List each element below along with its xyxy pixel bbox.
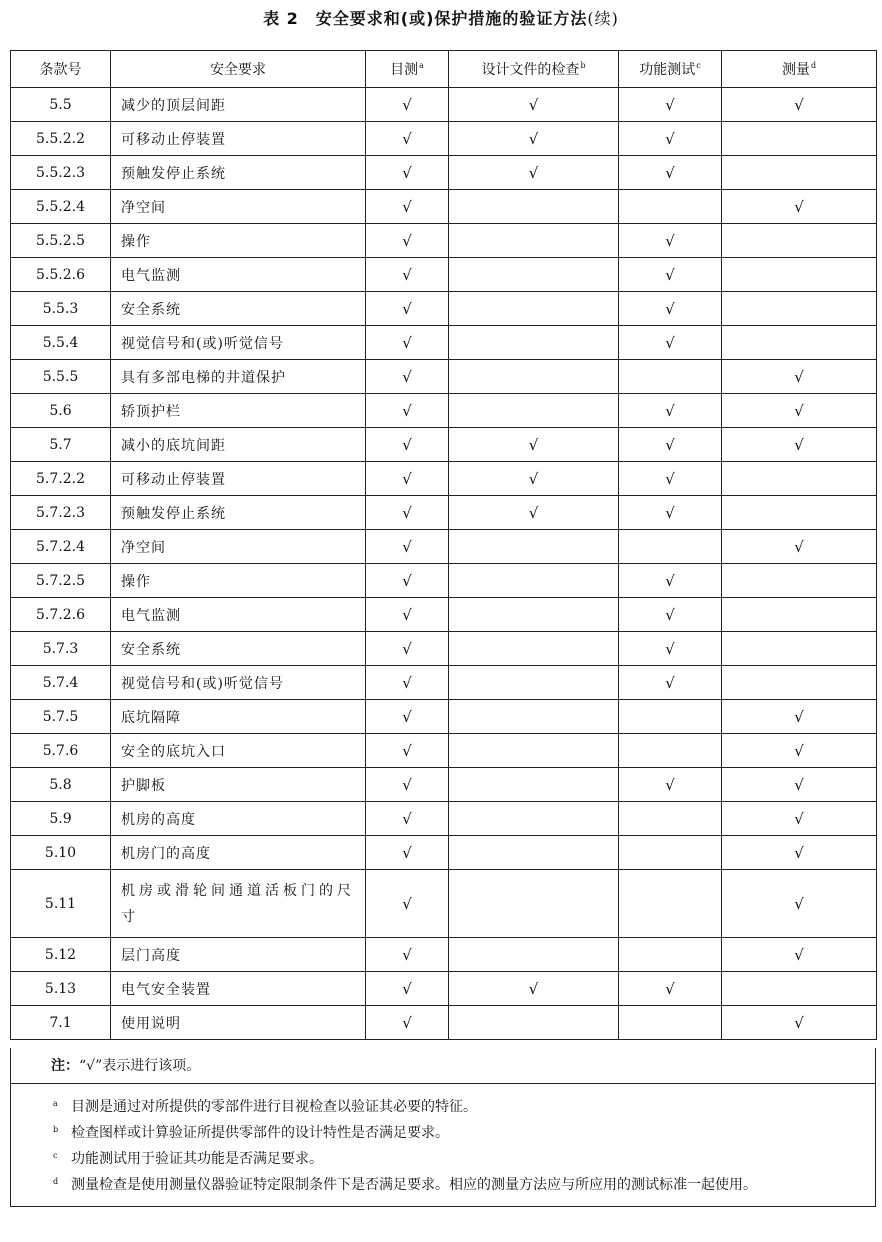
check-mark: √ (402, 231, 412, 250)
visual-cell (366, 360, 449, 394)
clause-cell: 5.5.2.2 (11, 122, 111, 156)
header-row (11, 51, 877, 88)
measure-cell (722, 836, 877, 870)
footnote-mark: a (53, 1099, 58, 1108)
function-cell (619, 190, 722, 224)
check-mark: √ (402, 435, 412, 454)
check-mark: √ (402, 775, 412, 794)
footnote-mark: d (53, 1177, 59, 1186)
check-mark: √ (402, 843, 412, 862)
measure-cell (722, 530, 877, 564)
visual-cell (366, 258, 449, 292)
visual-cell (366, 870, 449, 938)
check-mark: √ (665, 503, 675, 522)
clause-cell: 5.5.2.4 (11, 190, 111, 224)
check-mark: √ (402, 469, 412, 488)
header-design-label: 设计文件的检查 (481, 62, 580, 78)
table-title-label: 表 2 安全要求和(或)保护措施的验证方法 (263, 9, 588, 28)
requirement-cell: 机房门的高度 (111, 836, 366, 870)
clause-cell: 5.7 (11, 428, 111, 462)
footnote-b (51, 1120, 863, 1146)
visual-cell (366, 462, 449, 496)
design-cell (449, 1006, 619, 1040)
visual-cell (366, 700, 449, 734)
requirement-cell: 底坑隔障 (111, 700, 366, 734)
function-cell (619, 734, 722, 768)
visual-cell (366, 394, 449, 428)
requirement-cell: 安全的底坑入口 (111, 734, 366, 768)
note-label: 注： (51, 1058, 79, 1074)
visual-cell (366, 156, 449, 190)
visual-cell (366, 836, 449, 870)
measure-cell (722, 802, 877, 836)
table-row (11, 326, 877, 360)
visual-cell (366, 428, 449, 462)
clause-cell: 5.5.3 (11, 292, 111, 326)
table-row (11, 836, 877, 870)
check-mark: √ (402, 979, 412, 998)
check-mark: √ (402, 265, 412, 284)
requirement-cell: 使用说明 (111, 1006, 366, 1040)
design-cell (449, 598, 619, 632)
requirement-cell: 安全系统 (111, 292, 366, 326)
check-mark: √ (402, 367, 412, 386)
table-row (11, 428, 877, 462)
notes-block (10, 1048, 876, 1207)
check-mark: √ (402, 333, 412, 352)
measure-cell (722, 462, 877, 496)
check-mark: √ (402, 163, 412, 182)
check-mark: √ (402, 197, 412, 216)
table-row (11, 258, 877, 292)
measure-cell (722, 360, 877, 394)
header-requirement: 安全要求 (111, 51, 366, 88)
table-row (11, 190, 877, 224)
requirement-cell: 操作 (111, 564, 366, 598)
table-row (11, 122, 877, 156)
measure-cell (722, 870, 877, 938)
clause-cell: 5.7.2.6 (11, 598, 111, 632)
visual-cell (366, 972, 449, 1006)
design-cell (449, 938, 619, 972)
clause-cell: 5.13 (11, 972, 111, 1006)
requirement-cell: 净空间 (111, 530, 366, 564)
check-mark: √ (402, 945, 412, 964)
requirement-cell: 视觉信号和(或)听觉信号 (111, 326, 366, 360)
clause-cell: 5.7.2.2 (11, 462, 111, 496)
footnote-text: 目测是通过对所提供的零部件进行目视检查以验证其必要的特征。 (71, 1099, 477, 1115)
clause-cell: 5.7.2.4 (11, 530, 111, 564)
check-mark: √ (402, 503, 412, 522)
design-cell (449, 700, 619, 734)
visual-cell (366, 88, 449, 122)
footnote-a (51, 1094, 863, 1120)
clause-cell: 5.11 (11, 870, 111, 938)
check-mark: √ (402, 809, 412, 828)
clause-cell: 5.7.2.5 (11, 564, 111, 598)
requirement-cell: 视觉信号和(或)听觉信号 (111, 666, 366, 700)
visual-cell (366, 768, 449, 802)
clause-cell: 5.6 (11, 394, 111, 428)
measure-cell (722, 768, 877, 802)
design-cell (449, 292, 619, 326)
check-mark: √ (402, 129, 412, 148)
measure-cell (722, 394, 877, 428)
function-cell (619, 836, 722, 870)
function-cell (619, 870, 722, 938)
check-mark: √ (528, 469, 539, 488)
function-cell (619, 88, 722, 122)
table-row (11, 700, 877, 734)
check-mark: √ (402, 571, 412, 590)
footnotes (11, 1084, 875, 1206)
footnote-text: 检查图样或计算验证所提供零部件的设计特性是否满足要求。 (71, 1125, 449, 1141)
footnote-d (51, 1172, 863, 1198)
check-mark: √ (665, 129, 675, 148)
measure-cell (722, 224, 877, 258)
function-cell (619, 156, 722, 190)
table-row (11, 938, 877, 972)
table-row (11, 768, 877, 802)
header-visual (366, 51, 449, 88)
measure-cell (722, 632, 877, 666)
design-cell (449, 224, 619, 258)
check-mark: √ (402, 639, 412, 658)
design-cell (449, 972, 619, 1006)
table-row (11, 734, 877, 768)
visual-cell (366, 1006, 449, 1040)
check-mark: √ (665, 571, 675, 590)
measure-cell (722, 292, 877, 326)
table-row (11, 496, 877, 530)
function-cell (619, 496, 722, 530)
visual-cell (366, 734, 449, 768)
measure-cell (722, 598, 877, 632)
visual-cell (366, 938, 449, 972)
check-mark: √ (794, 435, 804, 454)
requirement-cell: 减小的底坑间距 (111, 428, 366, 462)
check-mark: √ (794, 95, 804, 114)
header-function-mark: c (696, 61, 701, 71)
visual-cell (366, 496, 449, 530)
check-mark: √ (528, 435, 539, 454)
table-row (11, 530, 877, 564)
requirement-cell: 机房或滑轮间通道活板门的尺寸 (111, 870, 366, 938)
measure-cell (722, 190, 877, 224)
clause-cell: 5.10 (11, 836, 111, 870)
design-cell (449, 666, 619, 700)
requirement-cell: 电气监测 (111, 258, 366, 292)
function-cell (619, 122, 722, 156)
requirement-cell: 预触发停止系统 (111, 496, 366, 530)
visual-cell (366, 326, 449, 360)
check-mark: √ (794, 843, 804, 862)
check-mark: √ (528, 979, 539, 998)
table-row (11, 870, 877, 938)
table-row (11, 972, 877, 1006)
function-cell (619, 258, 722, 292)
visual-cell (366, 802, 449, 836)
clause-cell: 5.5 (11, 88, 111, 122)
requirement-cell: 具有多部电梯的井道保护 (111, 360, 366, 394)
design-cell (449, 122, 619, 156)
check-mark: √ (402, 95, 412, 114)
check-mark: √ (794, 809, 804, 828)
clause-cell: 5.5.2.5 (11, 224, 111, 258)
visual-cell (366, 292, 449, 326)
table-row (11, 1006, 877, 1040)
requirement-cell: 机房的高度 (111, 802, 366, 836)
table-row (11, 462, 877, 496)
clause-cell: 5.7.4 (11, 666, 111, 700)
design-cell (449, 768, 619, 802)
check-mark: √ (665, 265, 675, 284)
check-mark: √ (794, 401, 804, 420)
check-mark: √ (402, 673, 412, 692)
check-mark: √ (794, 707, 804, 726)
requirement-cell: 可移动止停装置 (111, 122, 366, 156)
clause-cell: 5.5.5 (11, 360, 111, 394)
design-cell (449, 496, 619, 530)
clause-cell: 5.5.2.6 (11, 258, 111, 292)
requirement-cell: 安全系统 (111, 632, 366, 666)
check-mark: √ (528, 163, 539, 182)
table-row (11, 632, 877, 666)
check-mark: √ (665, 639, 675, 658)
clause-cell: 5.5.2.3 (11, 156, 111, 190)
function-cell (619, 564, 722, 598)
measure-cell (722, 700, 877, 734)
measure-cell (722, 1006, 877, 1040)
measure-cell (722, 88, 877, 122)
check-mark: √ (794, 367, 804, 386)
function-cell (619, 768, 722, 802)
design-cell (449, 564, 619, 598)
measure-cell (722, 938, 877, 972)
measure-cell (722, 972, 877, 1006)
function-cell (619, 938, 722, 972)
footnote-mark: c (53, 1151, 58, 1160)
clause-cell: 5.5.4 (11, 326, 111, 360)
clause-cell: 5.7.5 (11, 700, 111, 734)
visual-cell (366, 224, 449, 258)
table-row (11, 802, 877, 836)
footnote-mark: b (53, 1125, 59, 1134)
clause-cell: 5.8 (11, 768, 111, 802)
check-mark: √ (402, 537, 412, 556)
check-mark: √ (665, 163, 675, 182)
note-text: “√”表示进行该项。 (79, 1058, 201, 1074)
header-function-label: 功能测试 (639, 62, 696, 78)
table-row (11, 224, 877, 258)
function-cell (619, 326, 722, 360)
check-mark: √ (402, 605, 412, 624)
design-cell (449, 870, 619, 938)
clause-cell: 7.1 (11, 1006, 111, 1040)
clause-cell: 5.7.2.3 (11, 496, 111, 530)
check-mark: √ (794, 894, 804, 913)
requirement-cell: 操作 (111, 224, 366, 258)
function-cell (619, 802, 722, 836)
clause-cell: 5.7.6 (11, 734, 111, 768)
design-cell (449, 530, 619, 564)
clause-cell: 5.9 (11, 802, 111, 836)
function-cell (619, 632, 722, 666)
design-cell (449, 88, 619, 122)
note (11, 1048, 875, 1084)
measure-cell (722, 496, 877, 530)
table-row (11, 598, 877, 632)
check-mark: √ (528, 503, 539, 522)
check-mark: √ (794, 197, 804, 216)
function-cell (619, 462, 722, 496)
check-mark: √ (665, 673, 675, 692)
check-mark: √ (665, 333, 675, 352)
function-cell (619, 394, 722, 428)
function-cell (619, 1006, 722, 1040)
check-mark: √ (665, 775, 675, 794)
footnote-text: 功能测试用于验证其功能是否满足要求。 (71, 1151, 323, 1167)
requirement-cell: 护脚板 (111, 768, 366, 802)
check-mark: √ (665, 605, 675, 624)
measure-cell (722, 122, 877, 156)
design-cell (449, 360, 619, 394)
table-row (11, 394, 877, 428)
function-cell (619, 428, 722, 462)
check-mark: √ (794, 945, 804, 964)
clause-cell: 5.7.3 (11, 632, 111, 666)
check-mark: √ (402, 741, 412, 760)
footnote-c (51, 1146, 863, 1172)
check-mark: √ (402, 894, 412, 913)
measure-cell (722, 564, 877, 598)
check-mark: √ (665, 979, 675, 998)
header-measure-mark: d (810, 61, 817, 71)
function-cell (619, 224, 722, 258)
function-cell (619, 360, 722, 394)
requirement-cell: 轿顶护栏 (111, 394, 366, 428)
check-mark: √ (665, 401, 675, 420)
table-title-continued: (续) (587, 9, 619, 28)
check-mark: √ (528, 95, 539, 114)
header-design (449, 51, 619, 88)
design-cell (449, 632, 619, 666)
function-cell (619, 530, 722, 564)
check-mark: √ (665, 95, 675, 114)
function-cell (619, 972, 722, 1006)
measure-cell (722, 326, 877, 360)
check-mark: √ (402, 299, 412, 318)
function-cell (619, 666, 722, 700)
function-cell (619, 598, 722, 632)
design-cell (449, 734, 619, 768)
verification-table (10, 50, 877, 1040)
check-mark: √ (402, 707, 412, 726)
table-row (11, 156, 877, 190)
design-cell (449, 156, 619, 190)
function-cell (619, 700, 722, 734)
requirement-cell: 预触发停止系统 (111, 156, 366, 190)
header-visual-label: 目测 (390, 62, 419, 78)
requirement-cell: 减少的顶层间距 (111, 88, 366, 122)
check-mark: √ (528, 129, 539, 148)
requirement-cell: 电气监测 (111, 598, 366, 632)
measure-cell (722, 734, 877, 768)
check-mark: √ (665, 469, 675, 488)
check-mark: √ (665, 299, 675, 318)
design-cell (449, 190, 619, 224)
table-row (11, 360, 877, 394)
header-clause: 条款号 (11, 51, 111, 88)
table-row (11, 564, 877, 598)
check-mark: √ (665, 435, 675, 454)
check-mark: √ (794, 741, 804, 760)
table-row (11, 292, 877, 326)
header-function (619, 51, 722, 88)
check-mark: √ (794, 537, 804, 556)
measure-cell (722, 156, 877, 190)
design-cell (449, 258, 619, 292)
clause-cell: 5.12 (11, 938, 111, 972)
requirement-cell: 可移动止停装置 (111, 462, 366, 496)
table-title (0, 6, 882, 29)
measure-cell (722, 666, 877, 700)
visual-cell (366, 530, 449, 564)
check-mark: √ (665, 231, 675, 250)
visual-cell (366, 632, 449, 666)
table-row (11, 88, 877, 122)
design-cell (449, 836, 619, 870)
design-cell (449, 462, 619, 496)
visual-cell (366, 190, 449, 224)
measure-cell (722, 258, 877, 292)
measure-cell (722, 428, 877, 462)
visual-cell (366, 666, 449, 700)
table-row (11, 666, 877, 700)
visual-cell (366, 122, 449, 156)
check-mark: √ (402, 1013, 412, 1032)
footnote-text: 测量检查是使用测量仪器验证特定限制条件下是否满足要求。相应的测量方法应与所应用的测试标准一起使用。 (71, 1177, 757, 1193)
check-mark: √ (794, 1013, 804, 1032)
header-measure-label: 测量 (781, 62, 810, 78)
design-cell (449, 428, 619, 462)
requirement-cell: 层门高度 (111, 938, 366, 972)
design-cell (449, 802, 619, 836)
design-cell (449, 326, 619, 360)
function-cell (619, 292, 722, 326)
visual-cell (366, 564, 449, 598)
header-visual-mark: a (419, 61, 424, 71)
design-cell (449, 394, 619, 428)
requirement-cell: 电气安全装置 (111, 972, 366, 1006)
header-design-mark: b (580, 61, 586, 71)
visual-cell (366, 598, 449, 632)
check-mark: √ (402, 401, 412, 420)
requirement-cell: 净空间 (111, 190, 366, 224)
header-measure (722, 51, 877, 88)
check-mark: √ (794, 775, 804, 794)
